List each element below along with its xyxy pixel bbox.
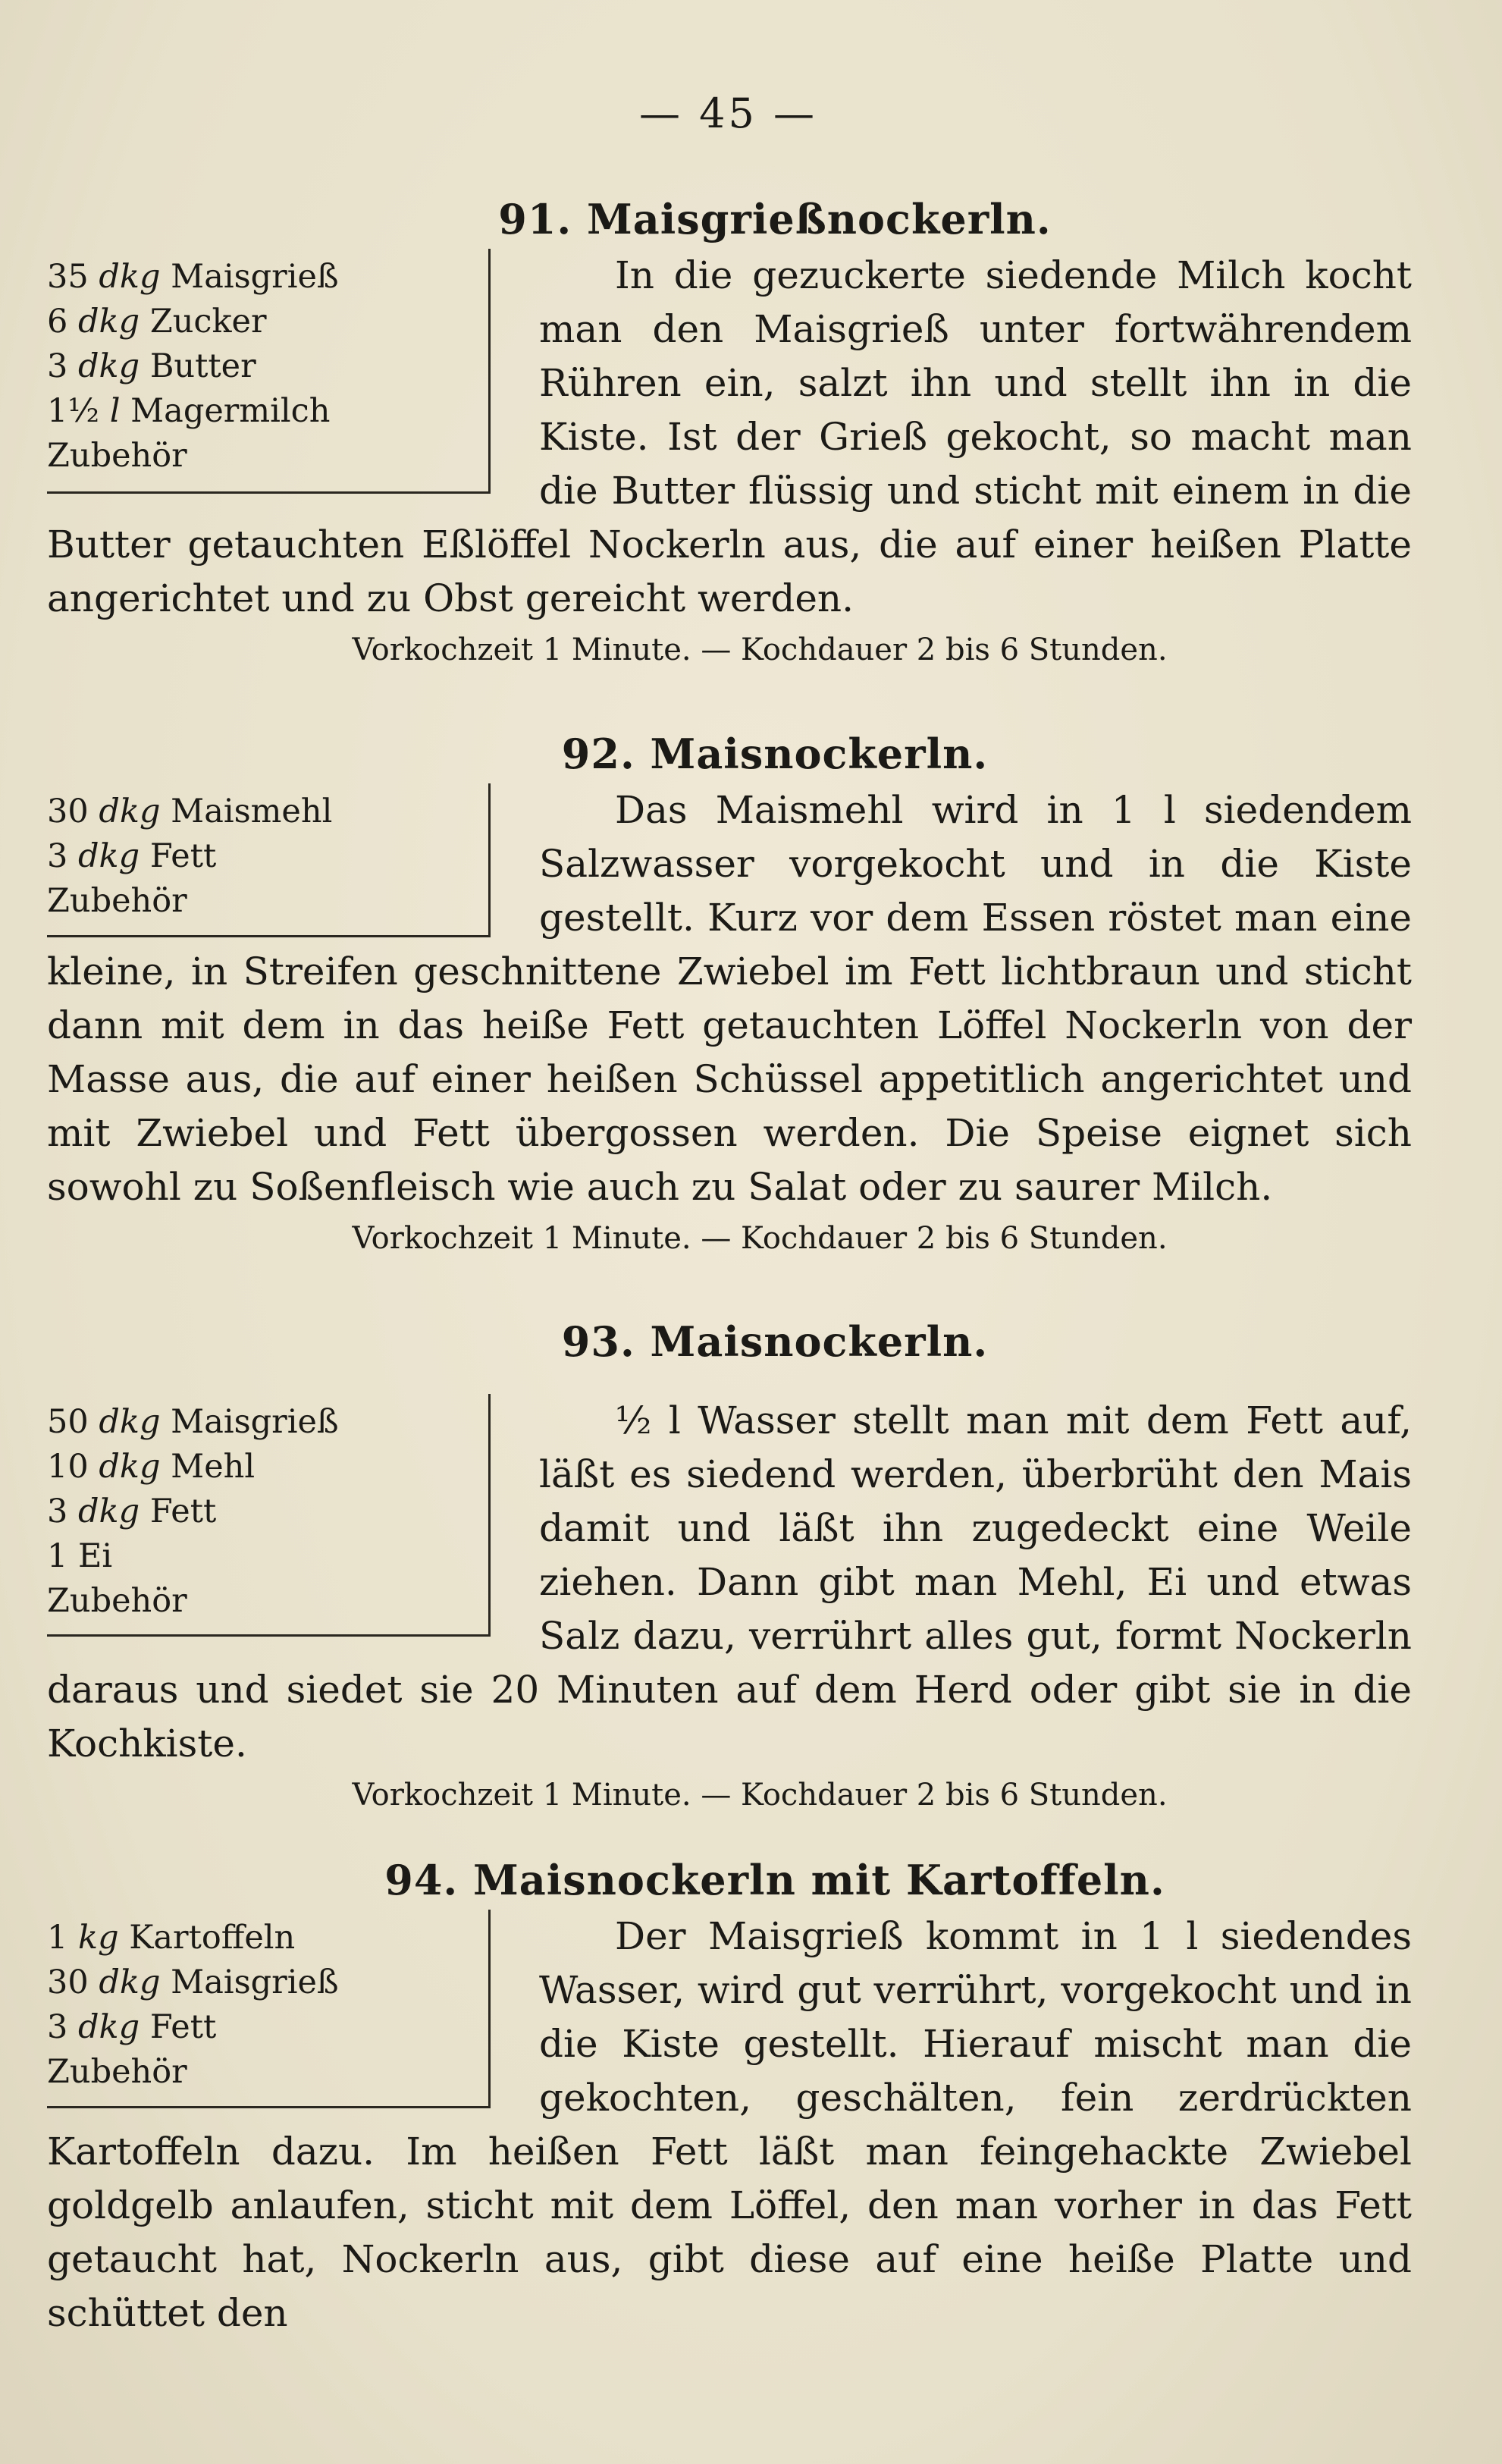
recipe-timing: Vorkochzeit 1 Minute. — Kochdauer 2 bis 6 Stunden.	[352, 1778, 1168, 1813]
ingredient: 6 dkg Zucker	[47, 303, 267, 341]
recipe-title: 92. Maisnockerln.	[561, 730, 989, 778]
ingredient: Zubehör	[47, 882, 187, 920]
recipe-94	[47, 1850, 1412, 2340]
recipe-text: Das Maismehl wird in 1 l siedendem Salzwasser vorgekocht und in die Kiste gestellt. Kurz vor dem Essen röstet man eine kleine, in Streifen geschnittene Zwiebel im Fett lichtbraun und sticht dann mit dem in das heiße Fett getauchten Löffel Nockerln von der Masse aus, die auf einer heißen Schüssel appetitlich angerichtet und mit Zwiebel und Fett übergossen werden. Die Speise eignet sich sowohl zu Soßenfleisch wie auch zu Salat oder zu saurer Milch.	[47, 788, 1412, 1209]
ingredient: 3 dkg Fett	[47, 1493, 217, 1530]
recipe-text: In die gezuckerte siedende Milch kocht man den Maisgrieß unter fortwährendem Rühren ein, salzt ihn und stellt ihn in die Kiste. Ist der Grieß gekocht, so macht man die Butter flüssig und sticht mit einem in die Butter getauchten Eßlöffel Nockerln aus, die auf einer heißen Platte angerichtet und zu Obst gereicht werden.	[47, 253, 1412, 620]
ingredient: 3 dkg Fett	[47, 2008, 217, 2046]
ingredient: 30 dkg Maisgrieß	[47, 1963, 339, 2001]
recipe-text: Der Maisgrieß kommt in 1 l siedendes Wasser, wird gut verrührt, vorgekocht und in die Kiste gestellt. Hierauf mischt man die gekochten, geschälten, fein zerdrückten Kartoffeln dazu. Im heißen Fett läßt man feingehackte Zwiebel goldgelb anlaufen, sticht mit dem Löffel, den man vorher in das Fett getaucht hat, Nockerln aus, gibt diese auf eine heiße Platte und schüttet den	[47, 1914, 1412, 2335]
recipe-title: 93. Maisnockerln.	[561, 1317, 989, 1366]
recipe-91	[47, 190, 1412, 673]
ingredient: 10 dkg Mehl	[47, 1448, 256, 1486]
ingredient: 1 Ei	[47, 1537, 113, 1575]
ingredient: Zubehör	[47, 437, 187, 475]
recipe-title: 91. Maisgrießnockerln.	[498, 195, 1052, 243]
page-number: — 45 —	[638, 89, 818, 137]
ingredient: 50 dkg Maisgrieß	[47, 1403, 339, 1441]
ingredient: 1½ l Magermilch	[47, 392, 331, 430]
recipe-92	[47, 724, 1412, 1261]
ingredient: 30 dkg Maismehl	[47, 793, 333, 830]
recipe-title: 94. Maisnockerln mit Kartoffeln.	[384, 1856, 1165, 1904]
ingredient: 3 dkg Fett	[47, 837, 217, 875]
ingredient: 1 kg Kartoffeln	[47, 1919, 296, 1957]
recipe-timing: Vorkochzeit 1 Minute. — Kochdauer 2 bis 6 Stunden.	[352, 1221, 1168, 1256]
ingredient-list	[47, 1394, 491, 1637]
ingredient: 35 dkg Maisgrieß	[47, 258, 339, 296]
ingredient-list	[47, 1910, 491, 2108]
ingredient-list	[47, 249, 491, 494]
recipe-93	[47, 1312, 1412, 1818]
ingredient: Zubehör	[47, 1582, 187, 1620]
ingredient-list	[47, 783, 491, 937]
recipe-text: ½ l Wasser stellt man mit dem Fett auf, läßt es siedend werden, überbrüht den Mais damit und läßt ihn zugedeckt eine Weile ziehen. Dann gibt man Mehl, Ei und etwas Salz dazu, verrührt alles gut, formt Nockerln daraus und siedet sie 20 Minuten auf dem Herd oder gibt sie in die Kochkiste.	[47, 1398, 1412, 1766]
ingredient: 3 dkg Butter	[47, 347, 256, 385]
recipe-timing: Vorkochzeit 1 Minute. — Kochdauer 2 bis 6 Stunden.	[352, 632, 1168, 667]
ingredient: Zubehör	[47, 2053, 187, 2091]
